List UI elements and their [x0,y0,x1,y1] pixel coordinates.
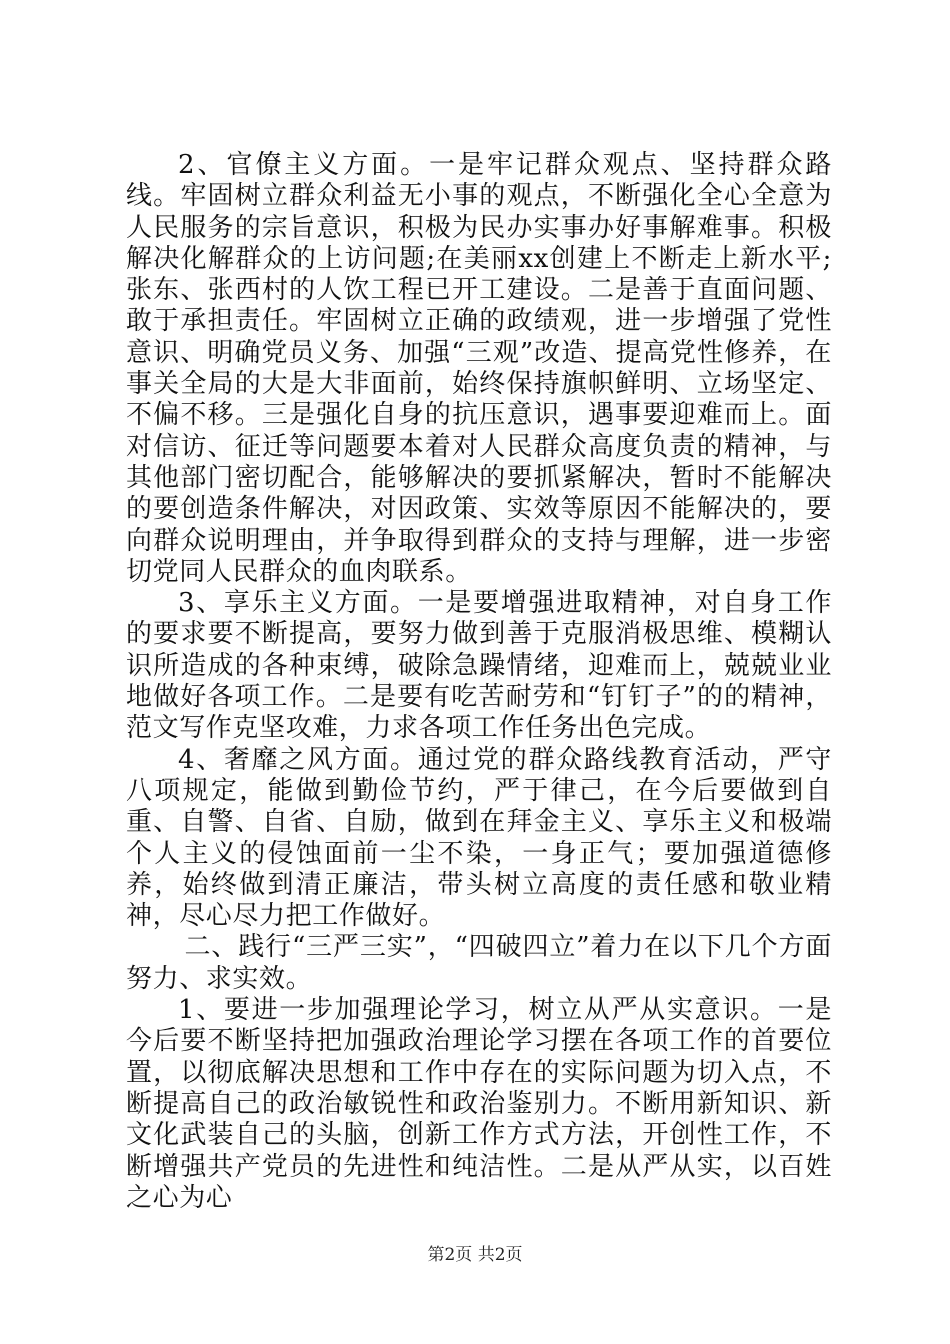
paragraph-theory-study: 1、要进一步加强理论学习，树立从严从实意识。一是今后要不断坚持把加强政治理论学习摆在各项工作的首要位置，以彻底解决思想和工作中存在的实际问题为切入点，不断提高自己的政治敏锐性和政治鉴别力。不断用新知识、新文化武装自己的头脑，创新工作方式方法，开创性工作，不断增强共产党员的先进性和纯洁性。二是从严从实，以百姓之心为心 [126,995,832,1213]
section-heading-three-stricts: 二、践行“三严三实”，“四破四立”着力在以下几个方面努力、求实效。 [126,932,832,994]
page-number: 第2页 共2页 [427,1245,523,1265]
paragraph-hedonism: 3、享乐主义方面。一是要增强进取精神，对自身工作的要求要不断提高，要努力做到善于克服消极思维、模糊认识所造成的各种束缚，破除急躁情绪，迎难而上，兢兢业业地做好各项工作。二是要有吃苦耐劳和“钉钉子”的的精神，范文写作克坚攻难，力求各项工作任务出色完成。 [126,588,832,744]
paragraph-bureaucratism: 2、官僚主义方面。一是牢记群众观点、坚持群众路线。牢固树立群众利益无小事的观点，不断强化全心全意为人民服务的宗旨意识，积极为民办实事办好事解难事。积极解决化解群众的上访问题;在美丽xx创建上不断走上新水平;张东、张西村的人饮工程已开工建设。二是善于直面问题、敢于承担责任。牢固树立正确的政绩观，进一步增强了党性意识、明确党员义务、加强“三观”改造、提高党性修养，在事关全局的大是大非面前，始终保持旗帜鲜明、立场坚定、不偏不移。三是强化自身的抗压意识，遇事要迎难而上。面对信访、征迁等问题要本着对人民群众高度负责的精神，与其他部门密切配合，能够解决的要抓紧解决，暂时不能解决的要创造条件解决，对因政策、实效等原因不能解决的，要向群众说明理由，并争取得到群众的支持与理解，进一步密切党同人民群众的血肉联系。 [126,150,832,587]
document-body [126,150,832,1214]
paragraph-extravagance: 4、奢靡之风方面。通过党的群众路线教育活动，严守八项规定，能做到勤俭节约，严于律己，在今后要做到自重、自警、自省、自励，做到在拜金主义、享乐主义和极端个人主义的侵蚀面前一尘不染，一身正气；要加强道德修养，始终做到清正廉洁，带头树立高度的责任感和敬业精神，尽心尽力把工作做好。 [126,744,832,932]
